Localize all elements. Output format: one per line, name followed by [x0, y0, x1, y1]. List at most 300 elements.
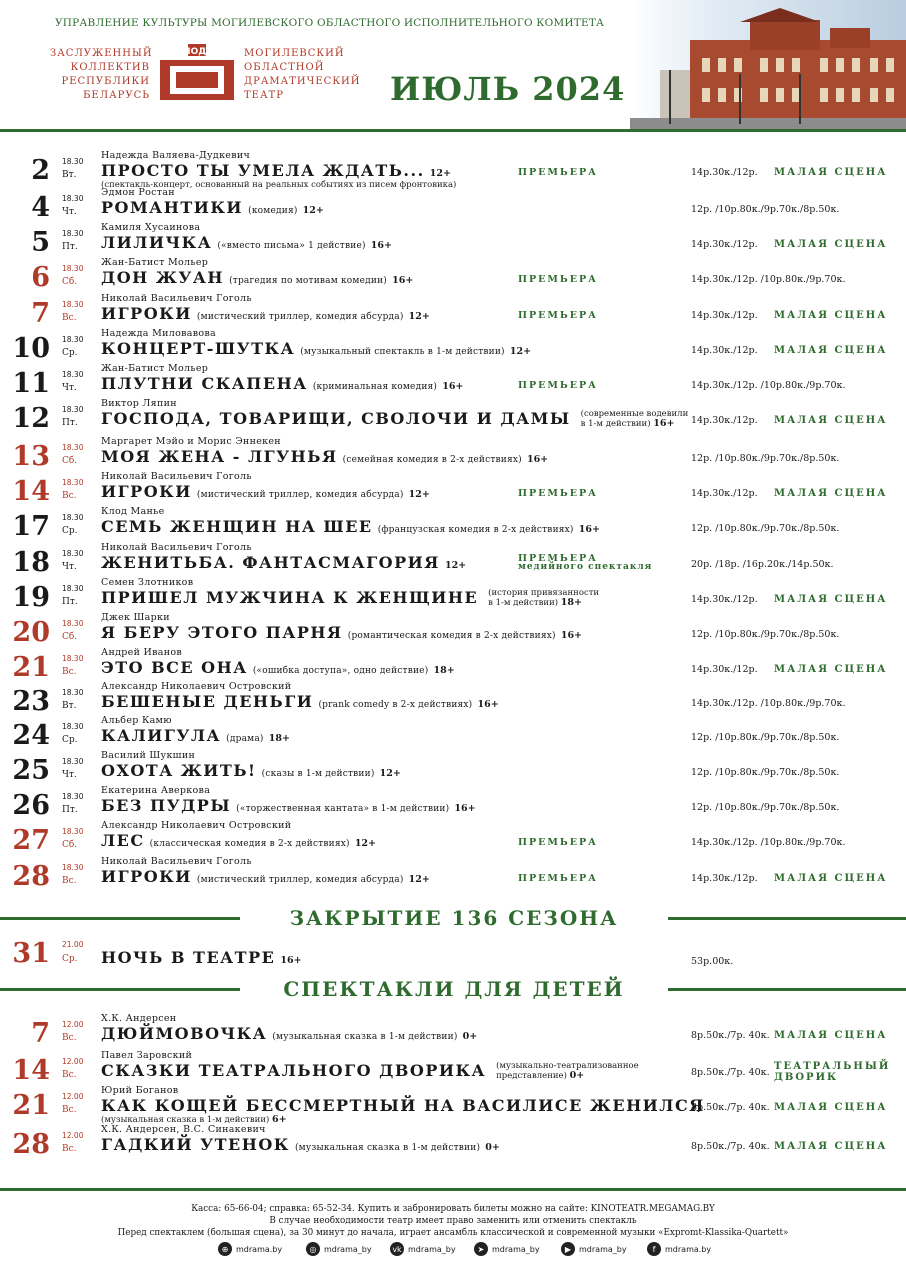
event-weekday: Чт.	[62, 207, 77, 217]
event-age: 16+	[370, 240, 392, 251]
event-author: Надежда Миловавова	[101, 328, 216, 339]
event-title: ЛИЛИЧКА	[101, 233, 213, 252]
event-weekday: Сб.	[62, 456, 78, 466]
event-author: Семен Злотников	[101, 577, 194, 588]
event-genre: (музыкальная сказка в 1-м действии)	[294, 1143, 481, 1153]
event-author: Екатерина Аверкова	[101, 785, 211, 796]
event-time: 18.30	[62, 584, 84, 593]
event-age: 16+	[560, 630, 583, 641]
event-stage: МАЛАЯ СЦЕНА	[774, 310, 888, 321]
event-title-line	[101, 658, 455, 681]
event-title: МОЯ ЖЕНА - ЛГУНЬЯ	[101, 447, 338, 466]
event-day: 11	[12, 368, 50, 399]
event-title-line	[101, 1096, 705, 1116]
event-age: 18+	[268, 733, 290, 744]
social-link[interactable]	[390, 1242, 456, 1256]
event-time: 12.00	[62, 1092, 84, 1101]
event-day: 19	[12, 582, 50, 613]
event-price: 12р. /10р.80к./9р.70к./8р.50к.	[691, 453, 840, 464]
page-title: ИЮЛЬ 2024	[390, 70, 626, 108]
event-title: КОНЦЕРТ-ШУТКА	[101, 339, 296, 358]
event-subtitle: (спектакль-концерт, основанный на реальных событиях из писем фронтовика)	[101, 180, 457, 190]
event-title: БЕЗ ПУДРЫ	[101, 796, 232, 815]
event-time: 18.30	[62, 443, 84, 452]
event-genre: (классическая комедия в 2-х действиях)	[149, 839, 350, 849]
event-title-line	[101, 304, 430, 327]
event-genre: (история привязанности	[488, 588, 600, 598]
event-author: Николай Васильевич Гоголь	[101, 471, 252, 482]
event-title: ИГРОКИ	[101, 304, 192, 323]
event-genre: («вместо письма» 1 действие)	[217, 241, 366, 251]
globe-icon: ⊕	[218, 1242, 232, 1256]
event-author: Павел Заровский	[101, 1050, 193, 1061]
event-genre: (prank comedy в 2-х действиях)	[318, 700, 473, 710]
event-genre	[496, 1071, 584, 1081]
event-day: 7	[31, 298, 50, 329]
event-day: 10	[12, 333, 50, 364]
event-title: ЖЕНИТЬБА. ФАНТАСМАГОРИЯ	[101, 553, 440, 572]
event-title-line	[101, 447, 548, 470]
instagram-icon: ◎	[306, 1242, 320, 1256]
event-title: ПРИШЕЛ МУЖЧИНА К ЖЕНЩИНЕ	[101, 588, 479, 607]
footer-divider	[0, 1188, 906, 1191]
event-title-line	[101, 867, 430, 890]
event-title: ИГРОКИ	[101, 482, 192, 501]
premiere-badge: ПРЕМЬЕРА	[518, 274, 598, 285]
event-genre: (французская комедия в 2-х действиях)	[377, 525, 574, 535]
event-genre: (музыкальный спектакль в 1-м действии)	[300, 347, 505, 357]
header-divider	[0, 129, 906, 132]
event-author: Х.К. Андерсен, В.С. Синакевич	[101, 1124, 266, 1135]
event-author: Александр Николаевич Островский	[101, 681, 292, 692]
event-title: КАК КОЩЕЙ БЕССМЕРТНЫЙ НА ВАСИЛИСЕ ЖЕНИЛСЯ	[101, 1096, 705, 1115]
event-price: 14р.30к./12р.	[691, 239, 758, 250]
event-weekday: Ср.	[62, 526, 78, 536]
event-title: ГОСПОДА, ТОВАРИЩИ, СВОЛОЧИ И ДАМЫ	[101, 409, 571, 428]
event-time: 18.30	[62, 549, 84, 558]
social-link[interactable]	[474, 1242, 540, 1256]
event-day: 20	[12, 617, 50, 648]
event-time: 12.00	[62, 1131, 84, 1140]
footer-notice: В случае необходимости театр имеет право заменить или отменить спектакль	[269, 1216, 637, 1226]
event-age: 16+	[477, 699, 499, 710]
event-time: 18.30	[62, 827, 84, 836]
event-title-line	[101, 553, 466, 576]
event-age: 12+	[302, 205, 324, 216]
event-genre: (семейная комедия в 2-х действиях)	[342, 455, 522, 465]
event-author: Андрей Иванов	[101, 647, 183, 658]
event-title-line	[101, 623, 582, 646]
event-time: 18.30	[62, 300, 84, 309]
event-genre: в 1-м действии)	[488, 598, 559, 608]
event-age: 18+	[433, 665, 455, 676]
event-weekday: Чт.	[62, 562, 77, 572]
event-author: Х.К. Андерсен	[101, 1013, 177, 1024]
event-age: 16+	[578, 524, 600, 535]
event-age: 16+	[454, 803, 476, 814]
event-weekday: Чт.	[62, 770, 77, 780]
event-day: 18	[12, 547, 50, 578]
event-day: 26	[12, 790, 50, 821]
event-day: 6	[31, 262, 50, 293]
event-author: Джек Шарки	[101, 612, 170, 623]
event-title: РОМАНТИКИ	[101, 198, 244, 217]
theatre-name-line: ОБЛАСТНОЙ	[244, 62, 325, 73]
event-price: 53р.00к.	[691, 956, 734, 967]
event-title: ОХОТА ЖИТЬ!	[101, 761, 257, 780]
event-day: 14	[12, 476, 50, 507]
premiere-badge: ПРЕМЬЕРА	[518, 167, 598, 178]
event-age: 12+	[429, 168, 451, 179]
event-age: 16+	[392, 275, 414, 286]
event-title: НОЧЬ В ТЕАТРЕ	[101, 948, 276, 967]
event-title-line	[101, 1061, 486, 1081]
event-day: 5	[31, 227, 50, 258]
event-genre: (музыкальная сказка в 1-м действии)	[272, 1032, 458, 1042]
event-stage: МАЛАЯ СЦЕНА	[774, 1141, 888, 1152]
event-time: 18.30	[62, 194, 84, 203]
event-day: 12	[12, 403, 50, 434]
event-price: 8р.50к./7р. 40к.	[691, 1141, 770, 1152]
premiere-badge: ПРЕМЬЕРА	[518, 873, 598, 884]
event-genre: в 1-м действии)	[580, 419, 651, 429]
social-link[interactable]	[561, 1242, 627, 1256]
section-divider	[668, 988, 906, 991]
event-age: 6+	[272, 1114, 287, 1125]
event-price: 12р. /10р.80к./9р.70к./8р.50к.	[691, 732, 840, 743]
event-age: 12+	[444, 560, 467, 571]
event-stage: ДВОРИК	[774, 1072, 839, 1083]
event-weekday: Сб.	[62, 840, 78, 850]
award-line: КОЛЛЕКТИВ	[70, 62, 150, 73]
event-price: 14р.30к./12р. /10р.80к./9р.70к.	[691, 698, 846, 709]
event-weekday: Вт.	[62, 701, 77, 711]
event-time: 12.00	[62, 1057, 84, 1066]
event-weekday: Пт.	[62, 805, 78, 815]
event-author: Николай Васильевич Гоголь	[101, 293, 252, 304]
event-price: 14р.30к./12р.	[691, 310, 758, 321]
event-title-line	[101, 198, 324, 221]
event-age: 0+	[485, 1142, 500, 1153]
event-time: 18.30	[62, 513, 84, 522]
event-weekday: Пт.	[62, 242, 78, 252]
event-age: 12+	[354, 838, 376, 849]
premiere-badge: ПРЕМЬЕРА	[518, 488, 598, 499]
theatre-name-line: ДРАМАТИЧЕСКИЙ	[244, 76, 361, 87]
event-time: 18.30	[62, 229, 84, 238]
event-time: 18.30	[62, 863, 84, 872]
footer-contacts: Касса: 65-66-04; справка: 65-52-34. Купить и забронировать билеты можно на сайте: KINOTEATR.MEGAMAG.BY	[191, 1204, 715, 1214]
event-title-line	[101, 482, 430, 505]
event-genre: («ошибка доступа», одно действие)	[252, 666, 429, 676]
event-title-line	[101, 268, 413, 291]
event-stage: МАЛАЯ СЦЕНА	[774, 1102, 888, 1113]
social-label: mdrama_by	[324, 1244, 372, 1254]
event-genre: представление)	[496, 1071, 567, 1081]
event-price: 8р.50к./7р. 40к.	[691, 1030, 770, 1041]
social-label: mdrama_by	[408, 1244, 456, 1254]
event-author: Альбер Камю	[101, 715, 172, 726]
event-title-line	[101, 1024, 477, 1047]
event-price: 14р.30к./12р.	[691, 488, 758, 499]
event-genre: («торжественная кантата» в 1-м действии)	[236, 804, 450, 814]
event-day: 28	[12, 1129, 50, 1160]
event-age: 12+	[408, 489, 430, 500]
event-weekday: Сб.	[62, 632, 78, 642]
footer-music-note: Перед спектаклем (большая сцена), за 30 минут до начала, играет ансамбль классической и современной музыки «Expromt-Klassika-Quartett»	[117, 1228, 789, 1238]
event-genre: (мистический триллер, комедия абсурда)	[196, 490, 404, 500]
event-weekday: Вс.	[62, 1033, 77, 1043]
event-price: 12р. /10р.80к./9р.70к./8р.50к.	[691, 802, 840, 813]
event-age: 0+	[462, 1031, 478, 1042]
event-day: 13	[12, 441, 50, 472]
event-weekday: Ср.	[62, 348, 78, 358]
event-author: Жан-Батист Мольер	[101, 363, 209, 374]
event-stage: ТЕАТРАЛЬНЫЙ	[774, 1061, 891, 1072]
event-title: ДОН ЖУАН	[101, 268, 224, 287]
event-genre: (мистический триллер, комедия абсурда)	[196, 875, 404, 885]
event-price: 14р.30к./12р.	[691, 345, 758, 356]
event-age: 16+	[526, 454, 549, 465]
event-author: Александр Николаевич Островский	[101, 820, 292, 831]
event-author: Надежда Валяева-Дудкевич	[101, 150, 251, 161]
event-genre: (сказы в 1-м действии)	[261, 769, 375, 779]
event-stage: МАЛАЯ СЦЕНА	[774, 664, 888, 675]
social-label: mdrama.by	[665, 1244, 712, 1254]
event-title-line	[101, 374, 463, 397]
event-author: Камиля Хусаинова	[101, 222, 201, 233]
event-title-line	[101, 796, 476, 819]
social-link[interactable]	[306, 1242, 372, 1256]
event-age: 16+	[280, 955, 302, 966]
event-price: 8р.50к./7р. 40к.	[691, 1067, 770, 1078]
event-stage: МАЛАЯ СЦЕНА	[774, 167, 888, 178]
event-day: 21	[12, 652, 50, 683]
event-author: Жан-Батист Мольер	[101, 257, 209, 268]
event-weekday: Пт.	[62, 597, 78, 607]
event-price: 12р. /10р.80к./9р.70к./8р.50к.	[691, 767, 840, 778]
event-day: 7	[31, 1018, 50, 1049]
section-divider	[0, 988, 240, 991]
event-time: 18.30	[62, 264, 84, 273]
event-genre: (драма)	[226, 734, 264, 744]
event-age: 18+	[560, 597, 582, 608]
event-title: ГАДКИЙ УТЕНОК	[101, 1135, 290, 1154]
event-title: ПЛУТНИ СКАПЕНА	[101, 374, 308, 393]
premiere-badge: ПРЕМЬЕРА	[518, 553, 598, 564]
event-age: 12+	[509, 346, 532, 357]
event-title: БЕШЕНЫЕ ДЕНЬГИ	[101, 692, 314, 711]
event-author: Николай Васильевич Гоголь	[101, 542, 252, 553]
event-genre: (современные водевили	[580, 409, 689, 419]
event-genre	[488, 598, 582, 608]
event-time: 18.30	[62, 335, 84, 344]
event-time: 18.30	[62, 478, 84, 487]
award-line: БЕЛАРУСЬ	[83, 90, 150, 101]
event-genre: (романтическая комедия в 2-х действиях)	[347, 631, 556, 641]
event-price: 14р.30к./12р.	[691, 594, 758, 605]
event-price: 14р.30к./12р.	[691, 873, 758, 884]
event-author: Юрий Боганов	[101, 1085, 179, 1096]
event-time: 18.30	[62, 405, 84, 414]
event-genre: (комедия)	[248, 206, 298, 216]
event-day: 27	[12, 825, 50, 856]
event-price: 14р.30к./12р.	[691, 664, 758, 675]
event-day: 14	[12, 1055, 50, 1086]
youtube-icon: ▶	[561, 1242, 575, 1256]
event-stage: МАЛАЯ СЦЕНА	[774, 415, 888, 426]
event-title-line	[101, 831, 376, 854]
theatre-name-line: МОГИЛЕВСКИЙ	[244, 48, 345, 59]
event-time: 18.30	[62, 157, 84, 166]
event-title: СКАЗКИ ТЕАТРАЛЬНОГО ДВОРИКА	[101, 1061, 487, 1080]
event-weekday: Вс.	[62, 1105, 77, 1115]
header-organization: УПРАВЛЕНИЕ КУЛЬТУРЫ МОГИЛЕВСКОГО ОБЛАСТНОГО ИСПОЛНИТЕЛЬНОГО КОМИТЕТА	[55, 17, 605, 29]
premiere-badge: ПРЕМЬЕРА	[518, 837, 598, 848]
section-divider	[0, 917, 240, 920]
premiere-badge: ПРЕМЬЕРА	[518, 380, 598, 391]
event-age: 12+	[408, 874, 430, 885]
event-weekday: Сб.	[62, 277, 78, 287]
award-line: РЕСПУБЛИКИ	[61, 76, 150, 87]
event-weekday: Вс.	[62, 491, 77, 501]
event-day: 2	[31, 155, 50, 186]
event-weekday: Вс.	[62, 313, 77, 323]
event-price: 8р.50к./7р. 40к.	[691, 1102, 770, 1113]
event-age: 12+	[379, 768, 401, 779]
event-time: 18.30	[62, 722, 84, 731]
event-weekday: Ср.	[62, 735, 78, 745]
event-age: 12+	[408, 311, 430, 322]
event-stage: МАЛАЯ СЦЕНА	[774, 345, 888, 356]
event-time: 18.30	[62, 654, 84, 663]
event-time: 21.00	[62, 940, 84, 949]
event-title: Я БЕРУ ЭТОГО ПАРНЯ	[101, 623, 343, 642]
event-price: 12р. /10р.80к./9р.70к./8р.50к.	[691, 629, 840, 640]
event-weekday: Вс.	[62, 1144, 77, 1154]
event-author: Василий Шукшин	[101, 750, 196, 761]
event-price: 14р.30к./12р.	[691, 415, 758, 426]
event-title: ДЮЙМОВОЧКА	[101, 1024, 268, 1043]
event-stage: МАЛАЯ СЦЕНА	[774, 873, 888, 884]
event-stage: МАЛАЯ СЦЕНА	[774, 594, 888, 605]
event-weekday: Вт.	[62, 170, 77, 180]
event-day: 23	[12, 686, 50, 717]
event-title: КАЛИГУЛА	[101, 726, 222, 745]
event-price: 12р. /10р.80к./9р.70к./8р.50к.	[691, 204, 840, 215]
event-time: 18.30	[62, 370, 84, 379]
event-price: 14р.30к./12р. /10р.80к./9р.70к.	[691, 380, 846, 391]
event-weekday: Пт.	[62, 418, 78, 428]
closing-heading: ЗАКРЫТИЕ 136 СЕЗОНА	[289, 906, 619, 930]
vk-icon: vk	[390, 1242, 404, 1256]
logo-letters: МОДТ	[181, 47, 213, 57]
event-title-line	[101, 588, 478, 608]
event-stage: МАЛАЯ СЦЕНА	[774, 488, 888, 499]
event-day: 25	[12, 755, 50, 786]
social-link[interactable]	[647, 1242, 711, 1256]
theatre-name-line: ТЕАТР	[244, 90, 284, 101]
event-weekday: Вс.	[62, 1070, 77, 1080]
event-day: 4	[31, 192, 50, 223]
event-price: 12р. /10р.80к./9р.70к./8р.50к.	[691, 523, 840, 534]
event-day: 21	[12, 1090, 50, 1121]
event-price: 14р.30к./12р.	[691, 167, 758, 178]
event-stage: МАЛАЯ СЦЕНА	[774, 1030, 888, 1041]
event-title-line	[101, 517, 600, 540]
event-genre: (музыкально-театрализованное	[496, 1061, 639, 1071]
event-author: Маргарет Мэйо и Морис Эннекен	[101, 436, 281, 447]
event-time: 18.30	[62, 688, 84, 697]
award-line: ЗАСЛУЖЕННЫЙ	[50, 48, 153, 59]
event-time: 12.00	[62, 1020, 84, 1029]
event-author: Виктор Ляпин	[101, 398, 177, 409]
event-stage: МАЛАЯ СЦЕНА	[774, 239, 888, 250]
event-title: ПРОСТО ТЫ УМЕЛА ЖДАТЬ...	[101, 161, 425, 180]
event-author: Николай Васильевич Гоголь	[101, 856, 252, 867]
event-time: 18.30	[62, 757, 84, 766]
premiere-badge: ПРЕМЬЕРА	[518, 310, 598, 321]
event-title-line	[101, 233, 392, 256]
event-author: Эдмон Ростан	[101, 187, 175, 198]
event-age: 0+	[569, 1070, 585, 1081]
event-title: СЕМЬ ЖЕНЩИН НА ШЕЕ	[101, 517, 373, 536]
event-age: 16+	[442, 381, 464, 392]
premiere-badge: медийного спектакля	[518, 562, 653, 572]
event-day: 28	[12, 861, 50, 892]
social-label: mdrama.by	[236, 1244, 283, 1254]
event-day: 24	[12, 720, 50, 751]
event-author: Клод Манье	[101, 506, 165, 517]
event-title: ЛЕС	[101, 831, 145, 850]
social-label: mdrama_by	[492, 1244, 540, 1254]
theatre-logo	[158, 42, 236, 104]
event-subtitle: (музыкальная сказка в 1-м действии)	[101, 1115, 270, 1125]
event-price: 20р. /18р. /16р.20к./14р.50к.	[691, 559, 834, 570]
event-title-line	[101, 761, 401, 784]
event-age: 16+	[653, 418, 675, 429]
event-genre: (мистический триллер, комедия абсурда)	[196, 312, 404, 322]
event-price: 14р.30к./12р. /10р.80к./9р.70к.	[691, 837, 846, 848]
event-weekday: Вс.	[62, 667, 77, 677]
telegram-icon: ➤	[474, 1242, 488, 1256]
event-title-line	[101, 692, 499, 715]
event-weekday: Ср.	[62, 954, 78, 964]
event-genre	[581, 419, 675, 429]
event-day: 31	[12, 938, 50, 969]
event-title-line	[101, 339, 531, 362]
kids-heading: СПЕКТАКЛИ ДЛЯ ДЕТЕЙ	[283, 977, 625, 1001]
event-genre: (трагедия по мотивам комедии)	[229, 276, 388, 286]
event-title-line	[101, 726, 290, 749]
event-title-line	[101, 409, 571, 429]
event-weekday: Чт.	[62, 383, 77, 393]
theatre-building-photo	[630, 0, 906, 130]
event-day: 17	[12, 511, 50, 542]
event-time: 18.30	[62, 619, 84, 628]
facebook-icon: f	[647, 1242, 661, 1256]
event-genre: (криминальная комедия)	[312, 382, 438, 392]
event-title: ИГРОКИ	[101, 867, 192, 886]
social-label: mdrama_by	[579, 1244, 627, 1254]
section-divider	[668, 917, 906, 920]
event-weekday: Вс.	[62, 876, 77, 886]
event-title: ЭТО ВСЕ ОНА	[101, 658, 248, 677]
event-price: 14р.30к./12р. /10р.80к./9р.70к.	[691, 274, 846, 285]
event-title-line	[101, 1135, 500, 1158]
social-link[interactable]	[218, 1242, 282, 1256]
event-time: 18.30	[62, 792, 84, 801]
